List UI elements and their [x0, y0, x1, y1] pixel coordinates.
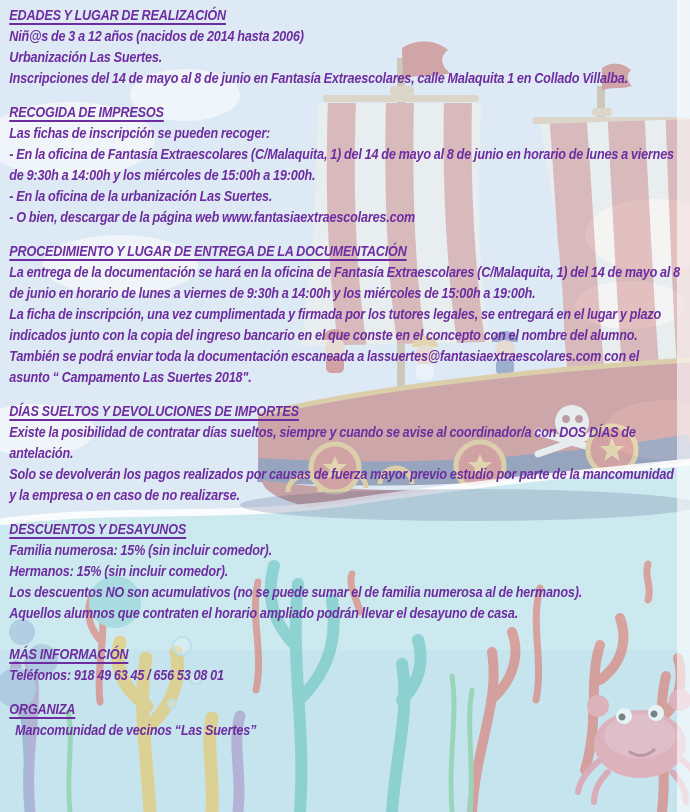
section-heading-procedimiento: PROCEDIMIENTO Y LUGAR DE ENTREGA DE LA DOCUMENTACIÓN: [9, 243, 407, 260]
section-descuentos: [9, 519, 681, 624]
paragraph: La ficha de inscripción, una vez cumplimentada y firmada por los tutores legales, se entregará en el lugar y plazo indicados junto con la copia del ingreso bancario en el que conste en el concepto con el nombre del alumno.: [9, 306, 662, 344]
section-heading-descuentos: DESCUENTOS Y DESAYUNOS: [9, 521, 187, 538]
paragraph: Hermanos: 15% (sin incluir comedor).: [9, 563, 229, 580]
paragraph: - O bien, descargar de la página web www.fantasiaextraescolares.com: [9, 209, 416, 226]
section-dias-sueltos: [9, 401, 681, 506]
paragraph: Solo se devolverán los pagos realizados por causas de fuerza mayor previo estudio por parte de la mancomunidad y la empresa o en caso de no realizarse.: [9, 466, 674, 504]
paragraph-organizador: Mancomunidad de vecinos “Las Suertes”: [15, 722, 257, 739]
paragraph: También se podrá enviar toda la documentación escaneada a lassuertes@fantasiaextraescolares.com con el asunto “ Campamento Las Suertes 2018".: [9, 348, 640, 386]
section-procedimiento: [9, 241, 681, 388]
paragraph: Aquellos alumnos que contraten el horario ampliado podrán llevar el desayuno de casa.: [9, 605, 519, 622]
paragraph: Inscripciones del 14 de mayo al 8 de junio en Fantasía Extraescolares, calle Malaquita 1 en Collado Villalba.: [9, 70, 628, 87]
paragraph: Las fichas de inscripción se pueden recoger:: [9, 125, 271, 142]
section-heading-mas-informacion: MÁS INFORMACIÓN: [9, 646, 129, 663]
paragraph: Niñ@s de 3 a 12 años (nacidos de 2014 hasta 2006): [9, 28, 304, 45]
section-organiza: [9, 699, 681, 741]
flyer-text-content: [0, 5, 690, 741]
paragraph: Los descuentos NO son acumulativos (no se puede sumar el de familia numerosa al de hermanos).: [9, 584, 583, 601]
paragraph: Existe la posibilidad de contratar días sueltos, siempre y cuando se avise al coordinador/a con DOS DÍAS de antelación.: [9, 424, 636, 462]
paragraph: Familia numerosa: 15% (sin incluir comedor).: [9, 542, 272, 559]
section-recogida: [9, 102, 681, 228]
section-mas-informacion: [9, 644, 681, 686]
section-edades: [9, 5, 681, 89]
section-heading-dias-sueltos: DÍAS SUELTOS Y DEVOLUCIONES DE IMPORTES: [9, 403, 299, 420]
paragraph-telefonos: Teléfonos: 918 49 63 45 / 656 53 08 01: [9, 667, 224, 684]
paragraph: Urbanización Las Suertes.: [9, 49, 163, 66]
section-heading-organiza: ORGANIZA: [9, 701, 76, 718]
paragraph: - En la oficina de la urbanización Las Suertes.: [9, 188, 273, 205]
section-heading-edades: EDADES Y LUGAR DE REALIZACIÓN: [9, 7, 226, 24]
paragraph: - En la oficina de Fantasía Extraescolares (C/Malaquita, 1) del 14 de mayo al 8 de junio en horario de lunes a viernes de 9:30h a 14:00h y los miércoles de 15:00h a 19:00h.: [9, 146, 674, 184]
paragraph: La entrega de la documentación se hará en la oficina de Fantasía Extraescolares (C/Malaquita, 1) del 14 de mayo al 8 de junio en horario de lunes a viernes de 9:30h a 14:00h y los miércoles de 15:00h a 19:00h.: [9, 264, 681, 302]
section-heading-recogida: RECOGIDA DE IMPRESOS: [9, 104, 164, 121]
